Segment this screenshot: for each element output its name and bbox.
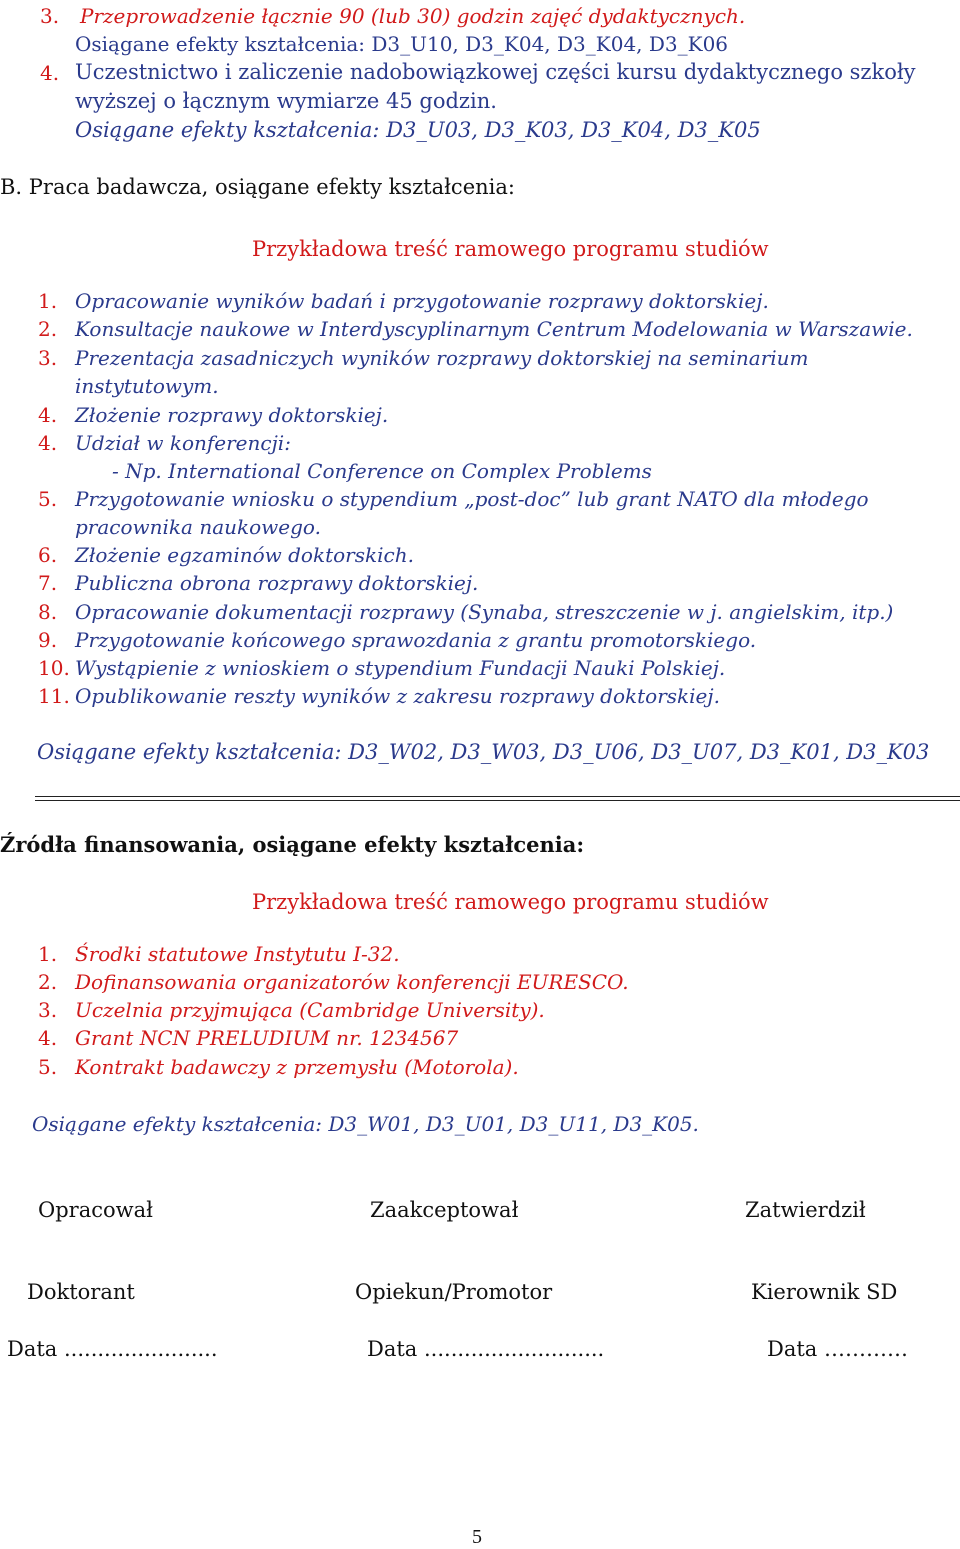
- list-number: 5.: [38, 487, 58, 511]
- list-item-text: Konsultacje naukowe w Interdyscyplinarnym Centrum Modelowania w Warszawie.: [75, 317, 913, 341]
- list-item-text: wyższej o łącznym wymiarze 45 godzin.: [75, 89, 497, 113]
- list-item-text: instytutowym.: [75, 374, 219, 398]
- list-number: 4.: [38, 403, 58, 427]
- section-b-effects: Osiągane efekty kształcenia: D3_W02, D3_W03, D3_U06, D3_U07, D3_K01, D3_K03: [37, 740, 930, 764]
- signature-approved-label: Zatwierdził: [745, 1198, 866, 1222]
- list-item-text: Opracowanie wyników badań i przygotowanie rozprawy doktorskiej.: [75, 289, 769, 313]
- signature-date-2: Data ...........................: [367, 1337, 605, 1361]
- list-item-text: Wystąpienie z wnioskiem o stypendium Fundacji Nauki Polskiej.: [75, 656, 726, 680]
- signature-date-3: Data …………: [767, 1337, 908, 1361]
- section-b-subtitle: Przykładowa treść ramowego programu studiów: [252, 237, 769, 261]
- list-item-text: Uczestnictwo i zaliczenie nadobowiązkowej części kursu dydaktycznego szkoły: [75, 60, 916, 84]
- section-funding-subtitle: Przykładowa treść ramowego programu studiów: [252, 890, 769, 914]
- list-subitem-text: - Np. International Conference on Complex Problems: [112, 459, 652, 483]
- list-item-text: Publiczna obrona rozprawy doktorskiej.: [75, 571, 479, 595]
- signature-head: Kierownik SD: [751, 1280, 898, 1304]
- list-item-text: Złożenie rozprawy doktorskiej.: [75, 403, 389, 427]
- list-number: 3.: [38, 346, 58, 370]
- list-item-text: Przygotowanie końcowego sprawozdania z grantu promotorskiego.: [75, 628, 757, 652]
- list-item-text: Przeprowadzenie łącznie 90 (lub 30) godzin zajęć dydaktycznych.: [80, 4, 746, 28]
- effects-line: Osiągane efekty kształcenia: D3_U03, D3_K03, D3_K04, D3_K05: [75, 118, 761, 142]
- page-number: 5: [472, 1526, 482, 1548]
- list-item-text: Kontrakt badawczy z przemysłu (Motorola).: [75, 1055, 519, 1079]
- signature-doctoral-student: Doktorant: [27, 1280, 135, 1304]
- list-number: 5.: [38, 1055, 58, 1079]
- list-number: 1.: [38, 289, 58, 313]
- signature-date-1: Data .......................: [7, 1337, 218, 1361]
- effects-line: Osiągane efekty kształcenia: D3_U10, D3_K04, D3_K04, D3_K06: [75, 32, 729, 56]
- section-b-heading: B. Praca badawcza, osiągane efekty kształcenia:: [0, 175, 515, 199]
- list-item-text: Uczelnia przyjmująca (Cambridge University).: [75, 998, 545, 1022]
- list-number: 4.: [38, 431, 58, 455]
- list-item-text: Złożenie egzaminów doktorskich.: [75, 543, 414, 567]
- list-number: 9.: [38, 628, 58, 652]
- list-number: 3.: [38, 998, 58, 1022]
- list-item-text: Udział w konferencji:: [75, 431, 291, 455]
- signature-prepared-label: Opracował: [38, 1198, 153, 1222]
- list-number: 3.: [40, 4, 60, 28]
- list-item-text: Grant NCN PRELUDIUM nr. 1234567: [75, 1026, 459, 1050]
- list-item-text: Przygotowanie wniosku o stypendium „post-doc” lub grant NATO dla młodego: [75, 487, 869, 511]
- list-item-text: Dofinansowania organizatorów konferencji EURESCO.: [75, 970, 629, 994]
- list-number: 4.: [40, 61, 60, 85]
- list-item-text: Opracowanie dokumentacji rozprawy (Synaba, streszczenie w j. angielskim, itp.): [75, 600, 894, 624]
- list-item-text: pracownika naukowego.: [75, 515, 321, 539]
- separator-line: [35, 796, 960, 797]
- section-funding-effects: Osiągane efekty kształcenia: D3_W01, D3_U01, D3_U11, D3_K05.: [32, 1112, 699, 1136]
- list-item-text: Opublikowanie reszty wyników z zakresu rozprawy doktorskiej.: [75, 684, 720, 708]
- list-number: 2.: [38, 317, 58, 341]
- list-number: 4.: [38, 1026, 58, 1050]
- signature-accepted-label: Zaakceptował: [370, 1198, 519, 1222]
- list-item-text: Środki statutowe Instytutu I-32.: [75, 942, 400, 966]
- signature-supervisor: Opiekun/Promotor: [355, 1280, 553, 1304]
- separator-line: [35, 800, 960, 801]
- list-number: 11.: [38, 684, 70, 708]
- list-number: 8.: [38, 600, 58, 624]
- list-number: 10.: [38, 656, 70, 680]
- list-item-text: Prezentacja zasadniczych wyników rozprawy doktorskiej na seminarium: [75, 346, 809, 370]
- list-number: 6.: [38, 543, 58, 567]
- list-number: 7.: [38, 571, 58, 595]
- section-funding-heading: Źródła finansowania, osiągane efekty kształcenia:: [0, 832, 585, 857]
- list-number: 2.: [38, 970, 58, 994]
- list-number: 1.: [38, 942, 58, 966]
